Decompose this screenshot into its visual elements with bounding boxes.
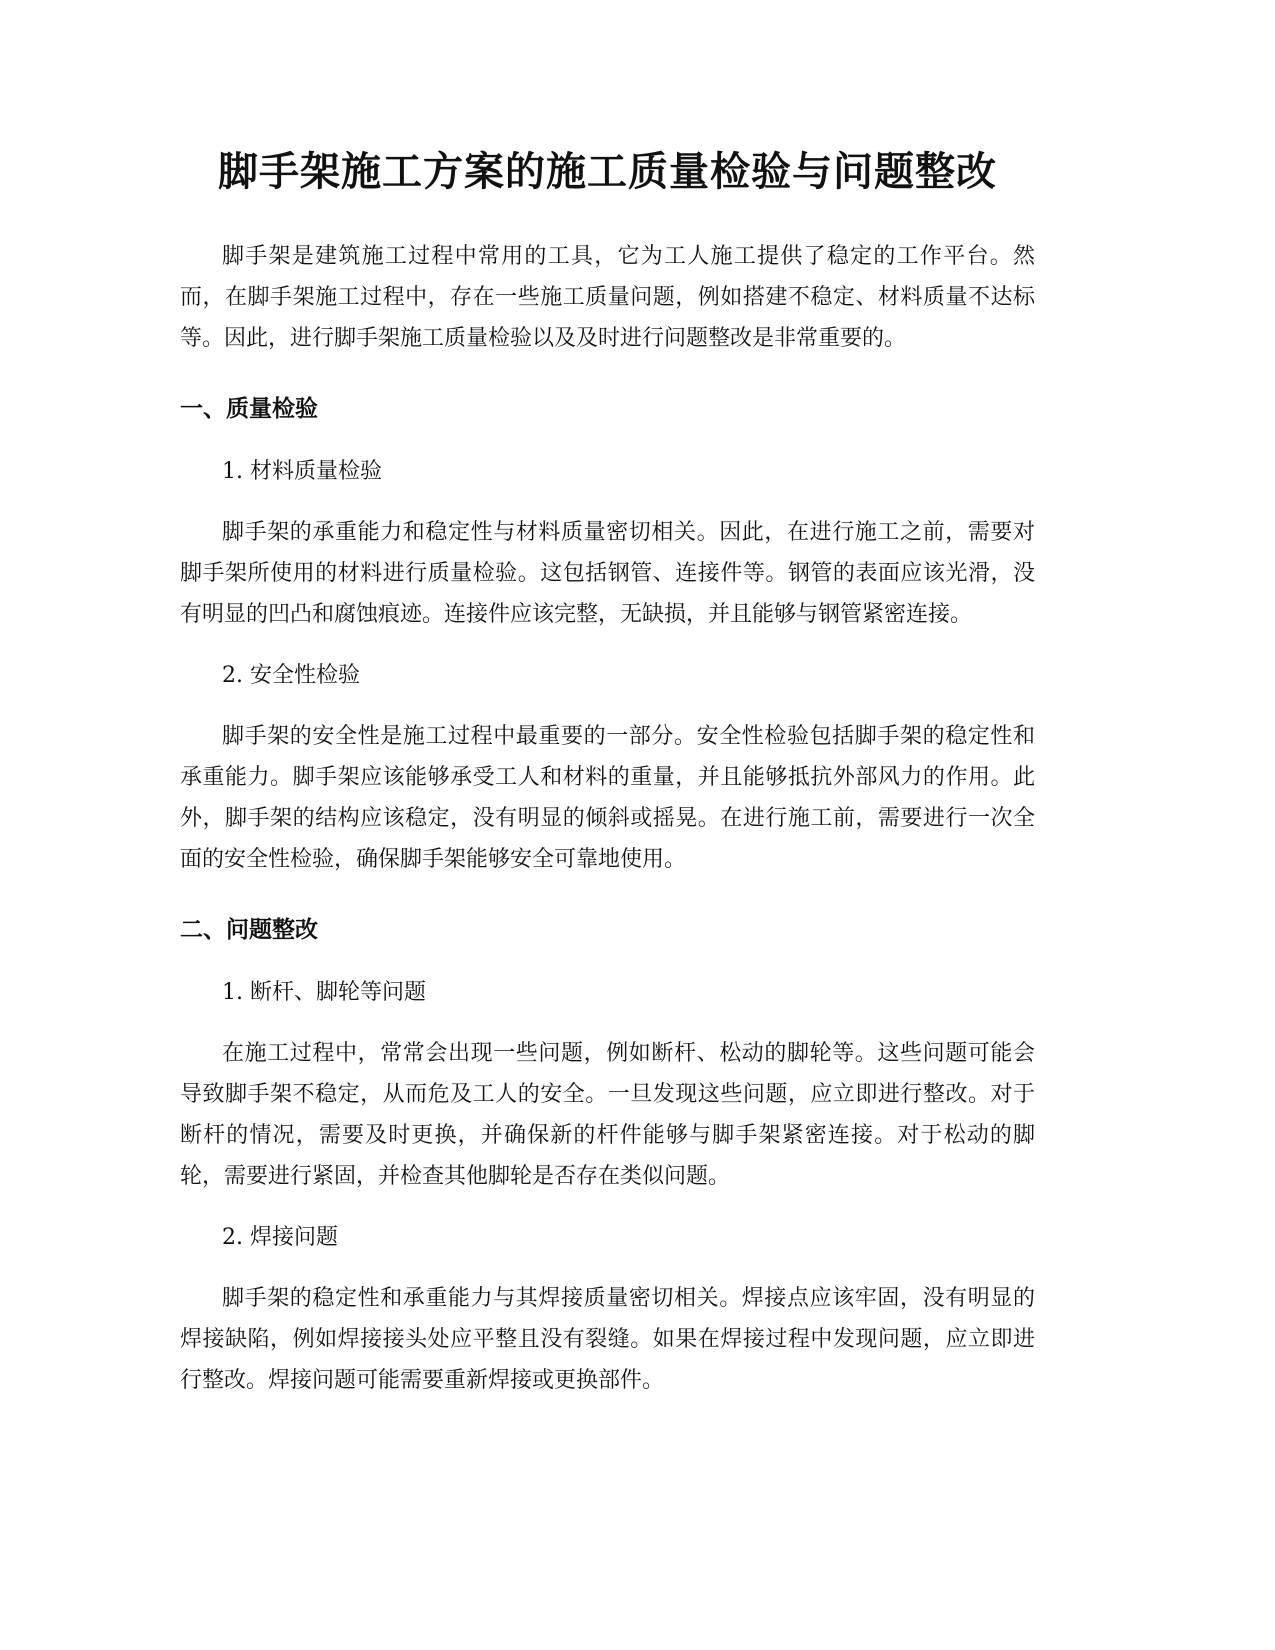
intro-paragraph: 脚手架是建筑施工过程中常用的工具，它为工人施工提供了稳定的工作平台。然而，在脚手架施工过程中，存在一些施工质量问题，例如搭建不稳定、材料质量不达标等。因此，进行脚手架施工质量检验以及及时进行问题整改是非常重要的。 — [180, 244, 1035, 351]
document-page — [180, 140, 1035, 1401]
subheading-safety-inspection: 2. 安全性检验 — [222, 663, 360, 688]
paragraph-safety-inspection: 脚手架的安全性是施工过程中最重要的一部分。安全性检验包括脚手架的稳定性和承重能力。脚手架应该能够承受工人和材料的重量，并且能够抵抗外部风力的作用。此外，脚手架的结构应该稳定，没有明显的倾斜或摇晃。在进行施工前，需要进行一次全面的安全性检验，确保脚手架能够安全可靠地使用。 — [180, 724, 1035, 872]
paragraph-material-inspection: 脚手架的承重能力和稳定性与材料质量密切相关。因此，在进行施工之前，需要对脚手架所使用的材料进行质量检验。这包括钢管、连接件等。钢管的表面应该光滑，没有明显的凹凸和腐蚀痕迹。连接件应该完整，无缺损，并且能够与钢管紧密连接。 — [180, 520, 1035, 627]
section-heading-rectification: 二、问题整改 — [180, 917, 318, 943]
paragraph-broken-rod-issues: 在施工过程中，常常会出现一些问题，例如断杆、松动的脚轮等。这些问题可能会导致脚手架不稳定，从而危及工人的安全。一旦发现这些问题，应立即进行整改。对于断杆的情况，需要及时更换，并确保新的杆件能够与脚手架紧密连接。对于松动的脚轮，需要进行紧固，并检查其他脚轮是否存在类似问题。 — [180, 1041, 1035, 1189]
paragraph-welding-issues: 脚手架的稳定性和承重能力与其焊接质量密切相关。焊接点应该牢固，没有明显的焊接缺陷，例如焊接接头处应平整且没有裂缝。如果在焊接过程中发现问题，应立即进行整改。焊接问题可能需要重新焊接或更换部件。 — [180, 1286, 1035, 1393]
subheading-broken-rod-issues: 1. 断杆、脚轮等问题 — [222, 980, 426, 1005]
subheading-welding-issues: 2. 焊接问题 — [222, 1225, 338, 1250]
section-heading-quality-inspection: 一、质量检验 — [180, 396, 318, 422]
document-title: 脚手架施工方案的施工质量检验与问题整改 — [218, 149, 997, 195]
subheading-material-inspection: 1. 材料质量检验 — [222, 459, 382, 484]
